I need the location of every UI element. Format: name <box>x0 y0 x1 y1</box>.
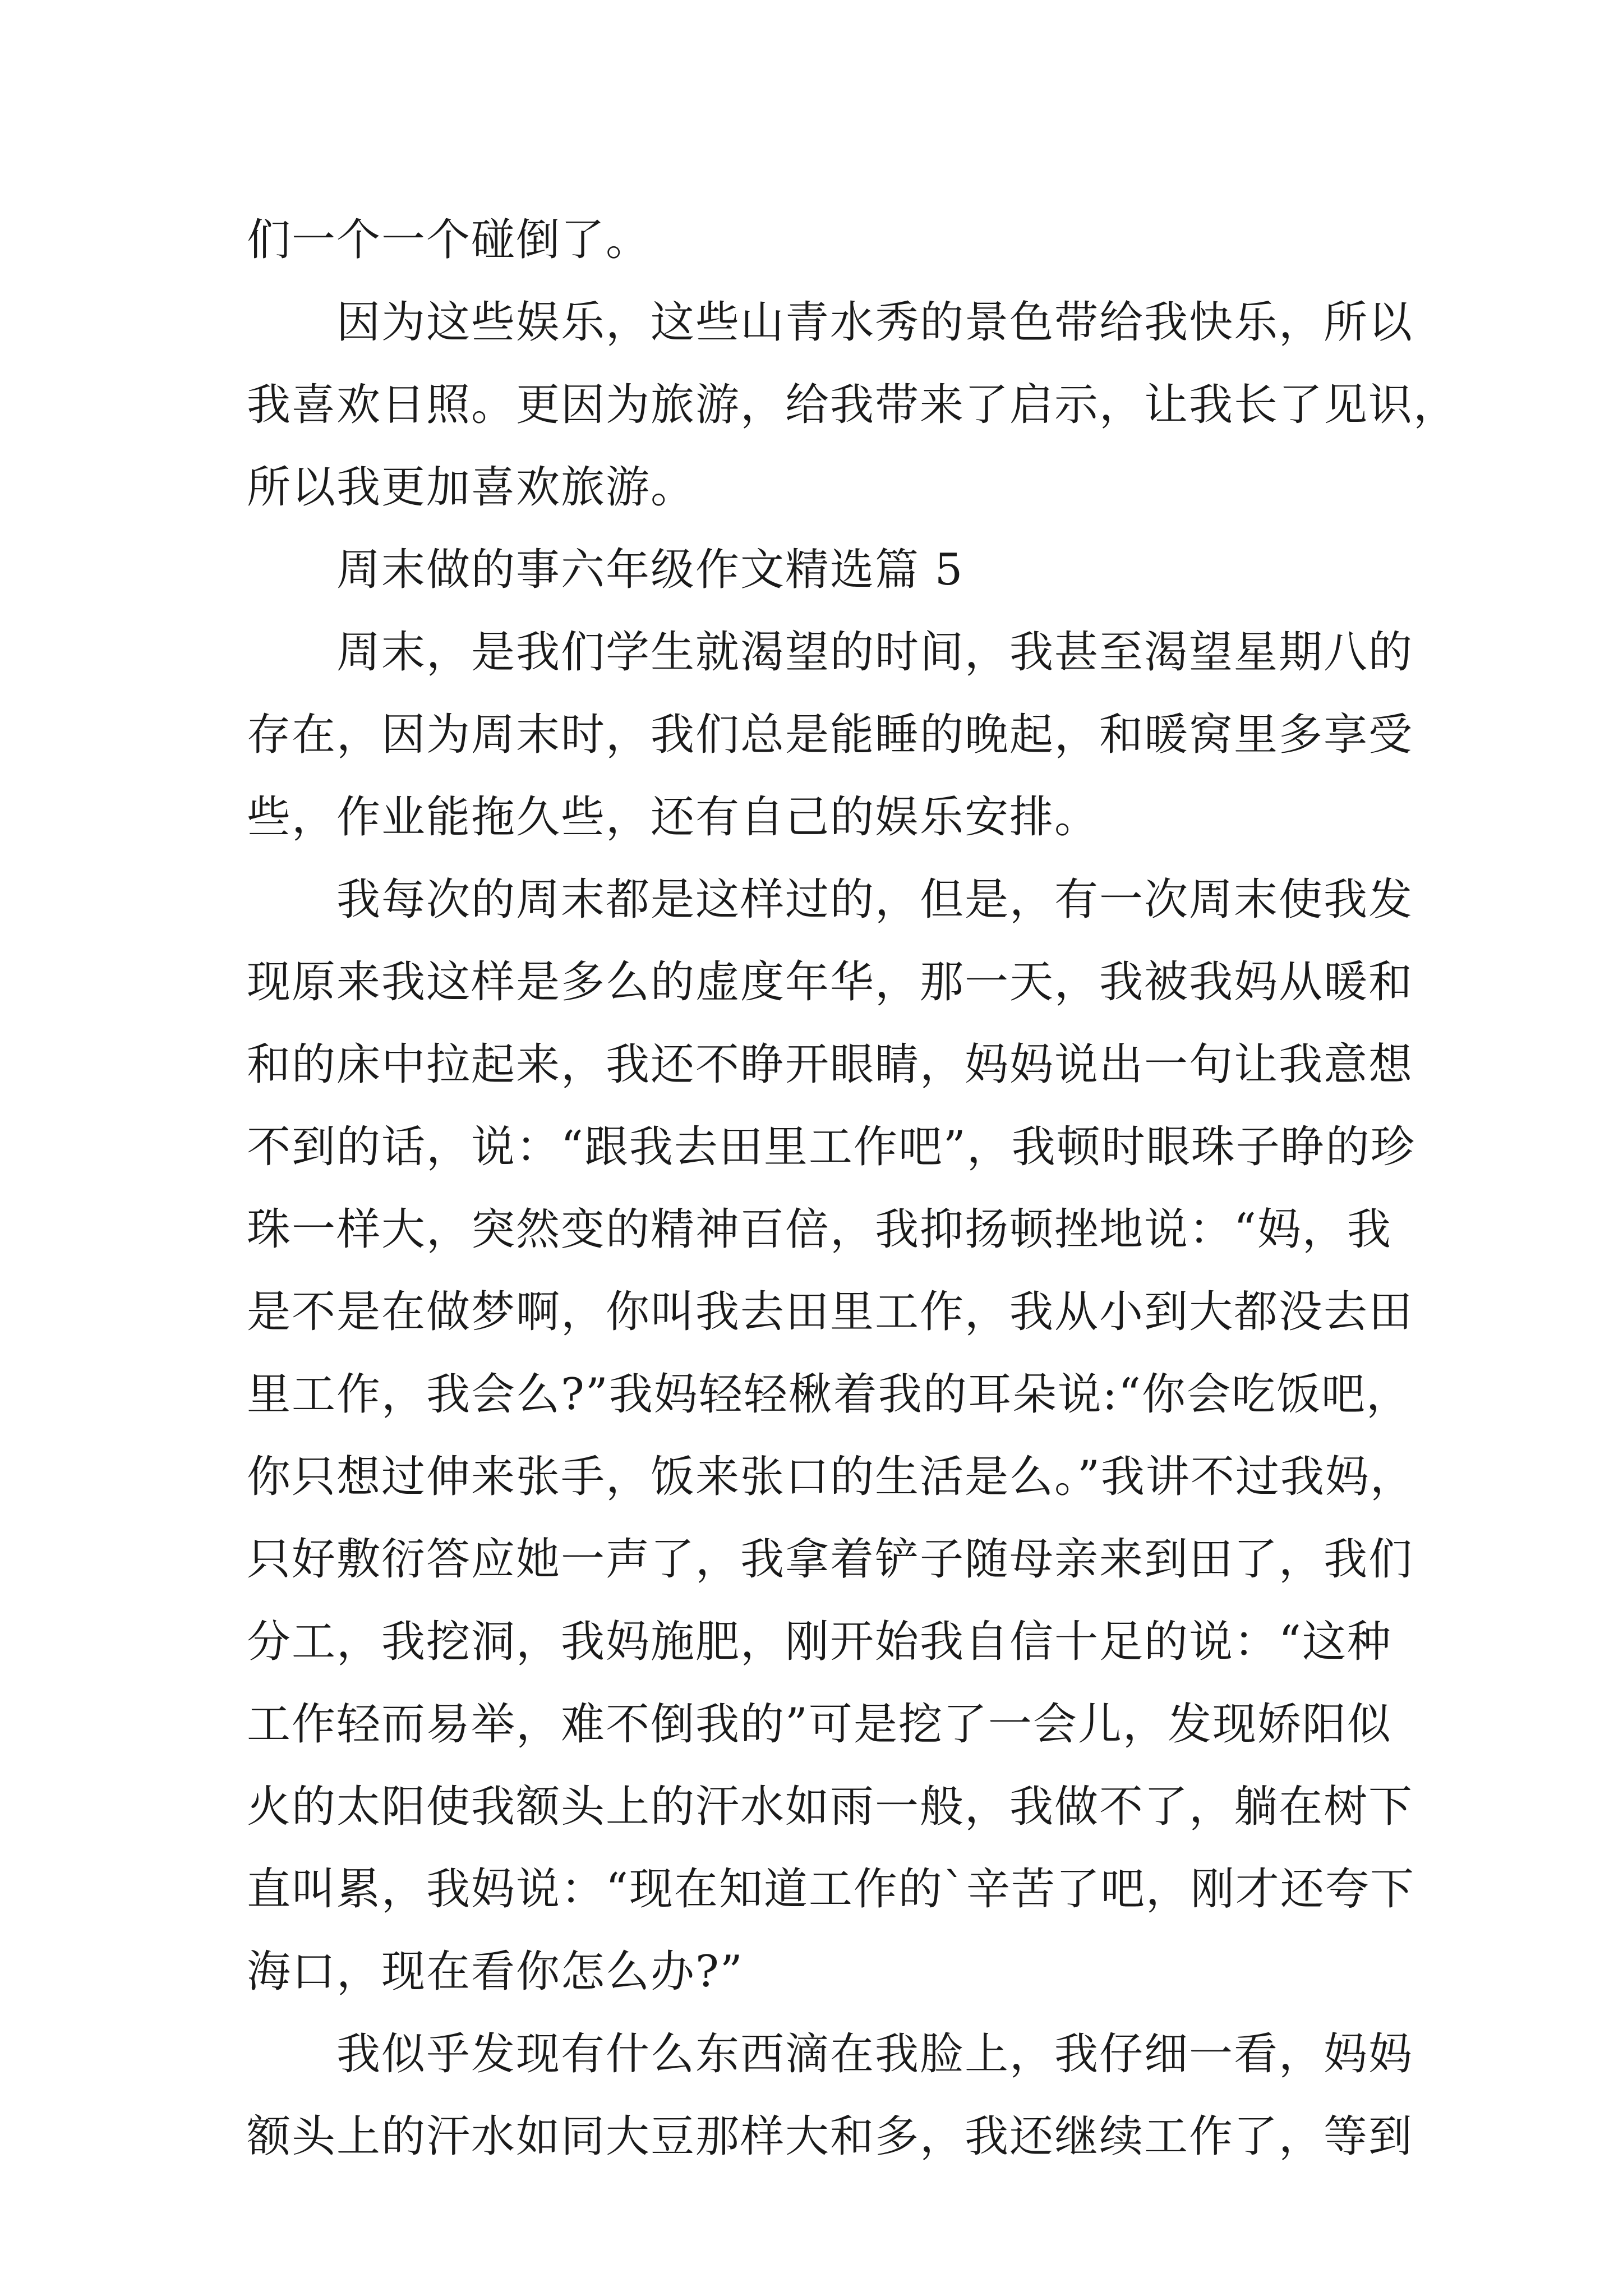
text-line: 存在，因为周末时，我们总是能睡的晚起，和暖窝里多享受 <box>247 710 1414 760</box>
text-line: 海口，现在看你怎么办?” <box>247 1947 744 1997</box>
text-line: 珠一样大，突然变的精神百倍，我抑扬顿挫地说：“妈，我 <box>247 1204 1392 1255</box>
text-line: 现原来我这样是多么的虚度年华，那一天，我被我妈从暖和 <box>247 957 1414 1007</box>
text-line: 们一个一个碰倒了。 <box>247 215 651 265</box>
text-line: 里工作，我会么?”我妈轻轻楸着我的耳朵说:“你会吃饭吧， <box>247 1369 1411 1420</box>
text-line: 和的床中拉起来，我还不睁开眼睛，妈妈说出一句让我意想 <box>247 1039 1414 1090</box>
paragraph-line: 因为这些娱乐，这些山青水秀的景色带给我快乐，所以 <box>336 297 1414 348</box>
text-line: 火的太阳使我额头上的汗水如雨一般，我做不了，躺在树下 <box>247 1782 1414 1832</box>
text-line: 是不是在做梦啊，你叫我去田里工作，我从小到大都没去田 <box>247 1287 1414 1337</box>
text-line: 所以我更加喜欢旅游。 <box>247 462 696 513</box>
section-heading: 周末做的事六年级作文精选篇 5 <box>336 545 964 595</box>
text-line: 直叫累，我妈说：“现在知道工作的`辛苦了吧，刚才还夸下 <box>247 1864 1415 1915</box>
text-line: 些，作业能拖久些，还有自己的娱乐安排。 <box>247 792 1100 843</box>
article-body <box>247 199 1459 2178</box>
text-line: 分工，我挖洞，我妈施肥，刚开始我自信十足的说：“这种 <box>247 1617 1392 1667</box>
text-line: 我喜欢日照。更因为旅游，给我带来了启示，让我长了见识， <box>247 380 1459 430</box>
paragraph-line: 周末，是我们学生就渴望的时间，我甚至渴望星期八的 <box>336 627 1414 678</box>
paragraph-line: 我似乎发现有什么东西滴在我脸上，我仔细一看，妈妈 <box>336 2029 1414 2079</box>
paragraph-line: 我每次的周末都是这样过的，但是，有一次周末使我发 <box>336 875 1414 925</box>
text-line: 不到的话，说：“跟我去田里工作吧”，我顿时眼珠子睁的珍 <box>247 1122 1415 1172</box>
text-line: 工作轻而易举，难不倒我的”可是挖了一会儿，发现娇阳似 <box>247 1699 1392 1750</box>
text-line: 只好敷衍答应她一声了，我拿着铲子随母亲来到田了，我们 <box>247 1534 1414 1585</box>
text-line: 额头上的汗水如同大豆那样大和多，我还继续工作了，等到 <box>247 2111 1414 2162</box>
text-line: 你只想过伸来张手，饭来张口的生活是么。”我讲不过我妈， <box>247 1452 1415 1502</box>
